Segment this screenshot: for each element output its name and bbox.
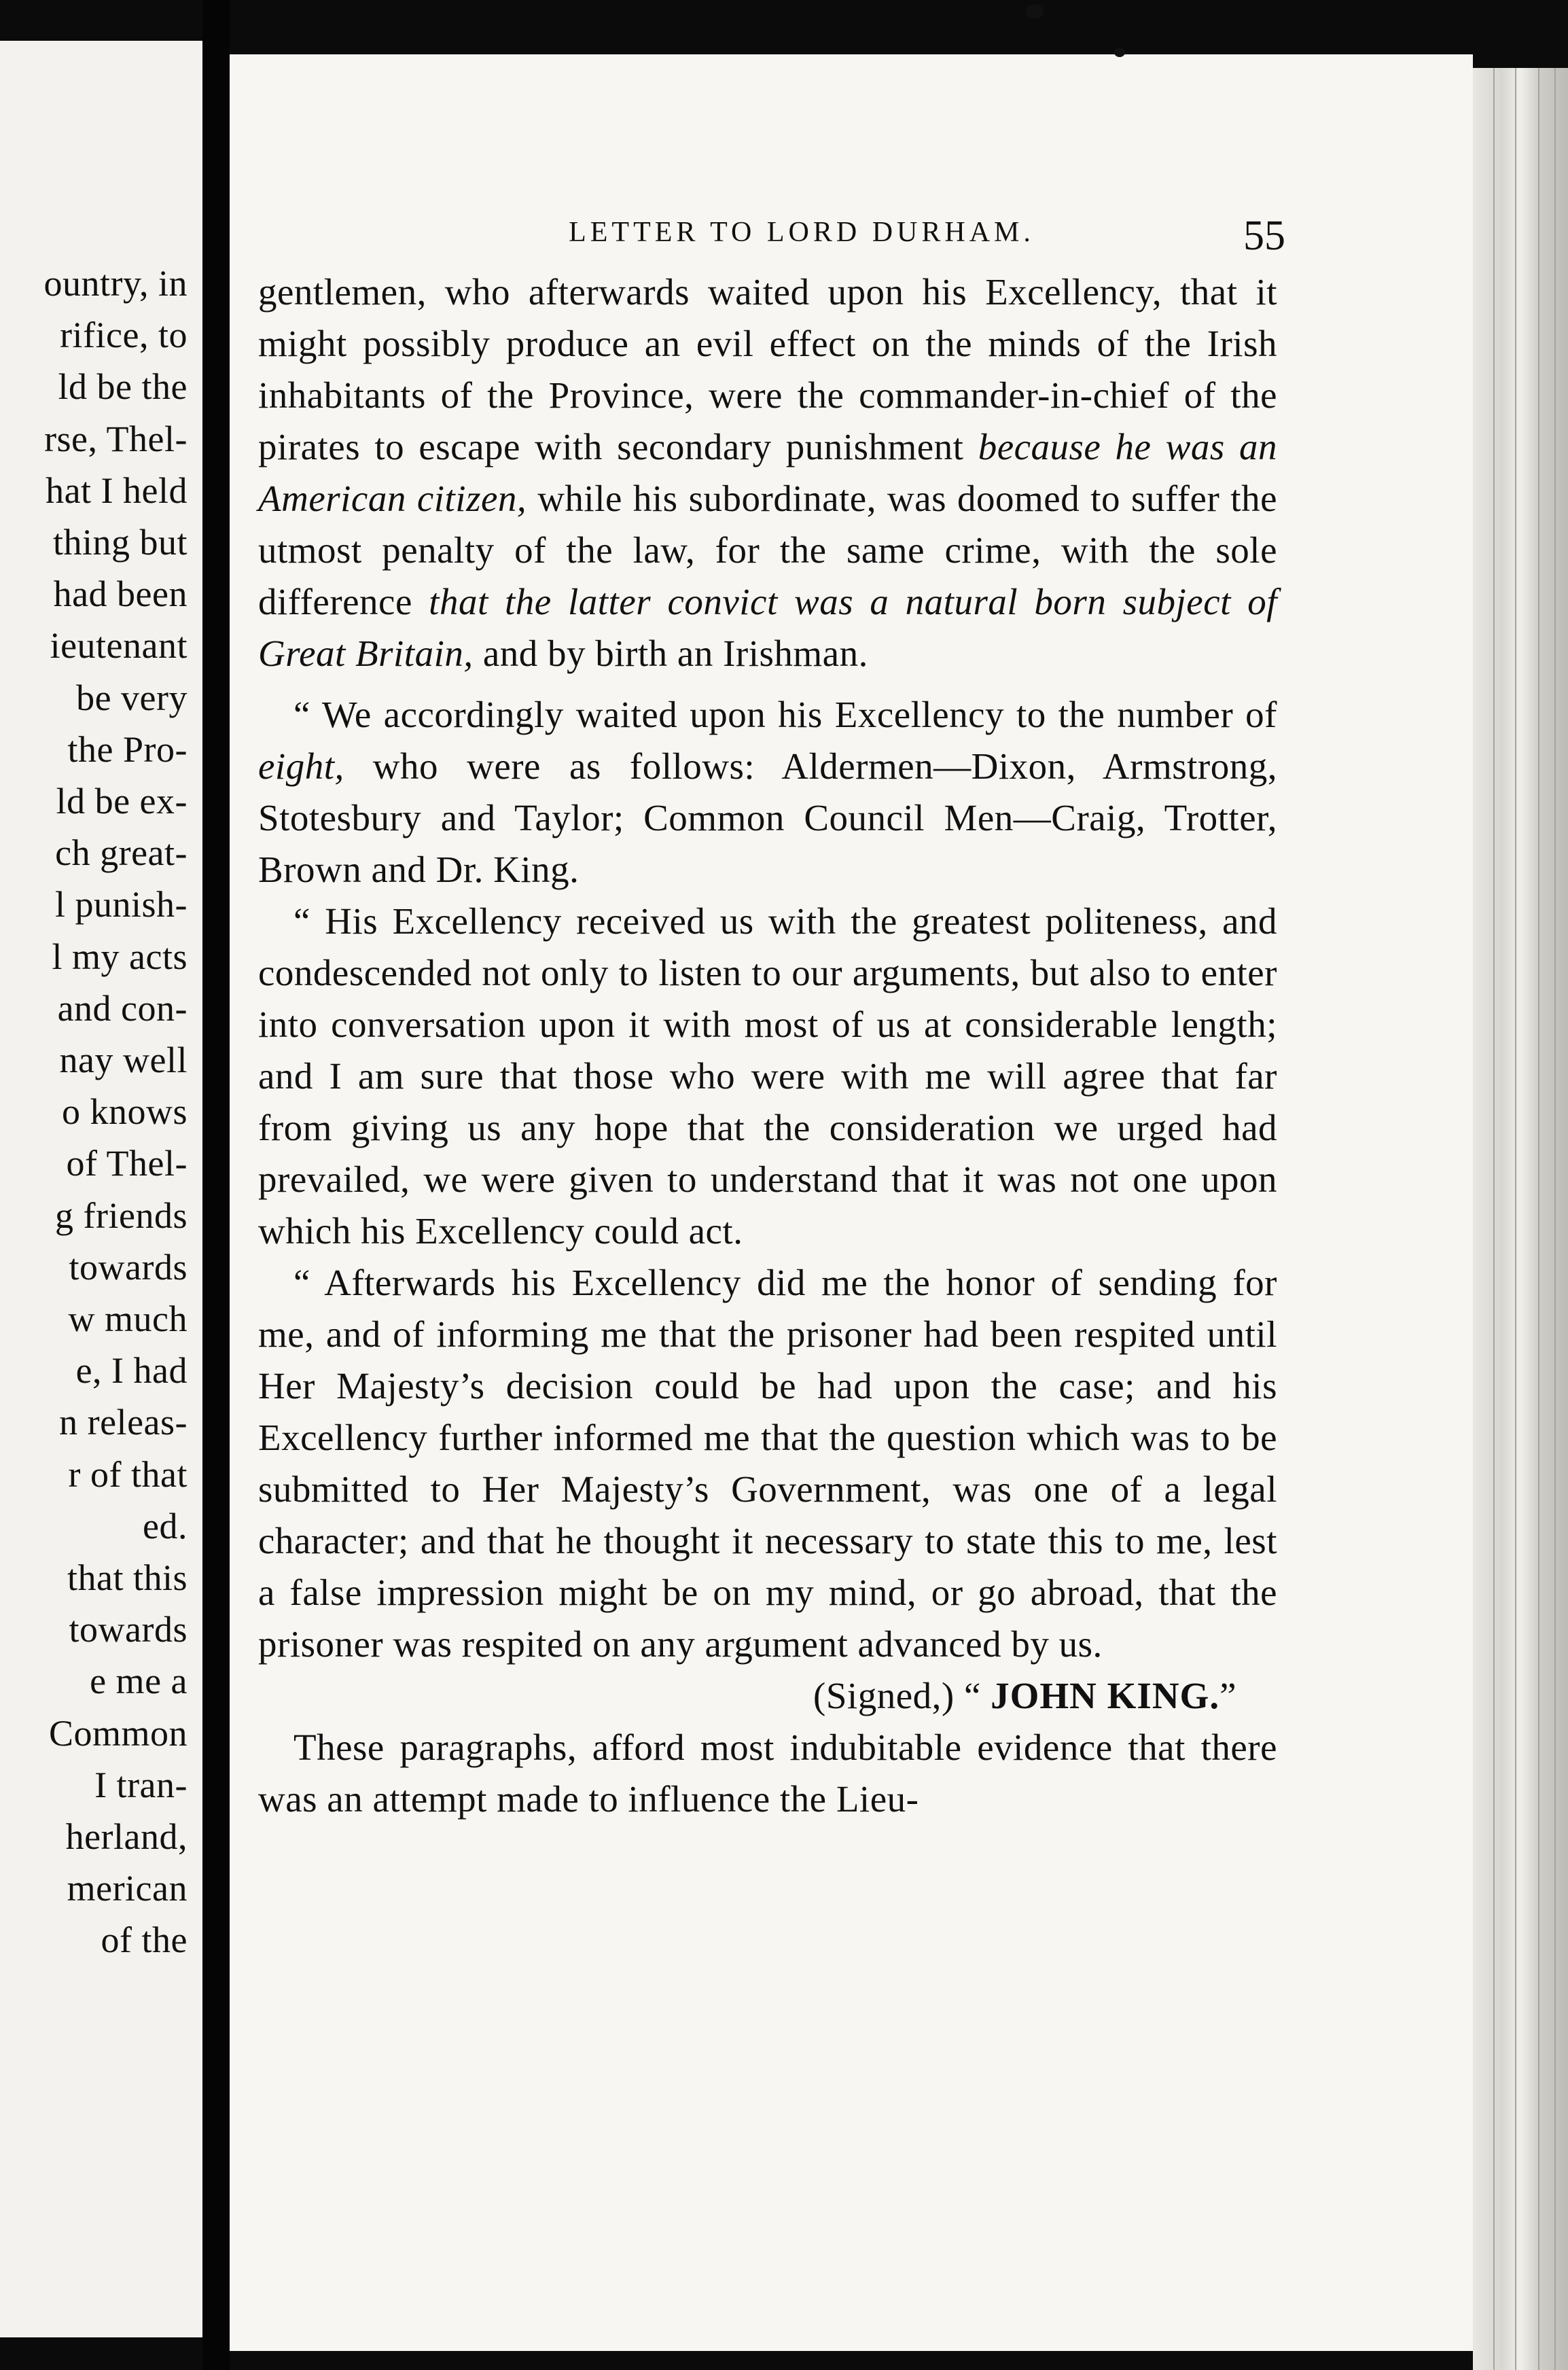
paragraph-3: “ His Excellency received us with the greatest politeness, and condescended not only to listen to our arguments, but also to enter into conversation upon it with most of us at considerable length; and I am sure that those who were with me will agree that far from giving us any hope that the consideration we urged had prevailed, we were given to understand that it was not one upon which his Excellency could act.: [258, 900, 1277, 1252]
paragraph-2: [258, 689, 1277, 896]
facing-page-line: be very: [76, 677, 188, 718]
signature-suffix: ”: [1219, 1675, 1236, 1716]
facing-page-line: and con-: [57, 987, 188, 1029]
paragraph-1: [258, 266, 1277, 679]
facing-page-line: g friends: [55, 1195, 188, 1236]
p2-italic-b: eight,: [258, 745, 344, 787]
facing-page-line: l punish-: [54, 884, 188, 925]
signature-line: [258, 1670, 1236, 1722]
p1-italic-b: because he was an American citizen,: [258, 426, 1278, 519]
facing-page-line: l my acts: [52, 936, 188, 977]
facing-page-line: ch great-: [55, 832, 188, 874]
facing-page-line: the Pro-: [67, 728, 188, 770]
facing-page-line: that this: [67, 1557, 188, 1598]
p1-italic-d: that the latter convict was a natural born subject of Great Britain,: [258, 581, 1277, 674]
paragraph-5: These paragraphs, afford most indubitable evidence that there was an attempt made to influence the Lieu-: [258, 1727, 1277, 1820]
paragraph-4: “ Afterwards his Excellency did me the honor of sending for me, and of informing me that the prisoner had been respited until Her Majesty’s decision could be had upon the case; and his Excellency further informed me that the question which was to be submitted to Her Majesty’s Government, was one of a legal character; and that he thought it necessary to state this to me, lest a false impression might be on my mind, or go abroad, that the prisoner was respited on any argument advanced by us.: [258, 1262, 1277, 1665]
facing-page-fragment: [0, 41, 207, 2337]
facing-page-line: had been: [53, 573, 188, 615]
facing-page-line: rifice, to: [60, 315, 188, 356]
scan-speck: [1114, 48, 1125, 57]
p1-text-a: gentlemen, who afterwards waited upon his Excellency, that it might possibly produce an evil effect on the minds of the Irish inhabitants of the Province, were the commander-in-chief of the pirates to escape with secondary punishment: [258, 271, 1277, 467]
facing-page-line: rse, Thel-: [44, 418, 188, 459]
facing-page-line: Common: [48, 1712, 188, 1754]
page-edge-stack: [1473, 68, 1568, 2370]
signature-prefix: (Signed,) “: [813, 1675, 991, 1716]
facing-page-line: ed.: [143, 1505, 188, 1546]
facing-page-line: thing but: [52, 522, 188, 563]
page-number: 55: [1243, 213, 1285, 259]
facing-page-line: r of that: [68, 1453, 188, 1495]
p2-text-c: who were as follows: Aldermen—Dixon, Armstrong, Stotesbury and Taylor; Common Council Men—Craig, Trotter, Brown and Dr. King.: [258, 745, 1277, 890]
p1-text-e: and by birth an Irishman.: [473, 633, 868, 674]
facing-page-line: w much: [68, 1298, 188, 1339]
scan-speck: [1026, 4, 1044, 19]
book-gutter: [202, 0, 230, 2370]
facing-page-line: ld be ex-: [56, 781, 188, 821]
body-text: [258, 266, 1277, 1825]
p1-text-c: while his subordinate, was doomed to suffer the utmost penalty of the law, for the same crime, with the sole difference: [258, 478, 1277, 622]
facing-page-line: of Thel-: [66, 1143, 188, 1184]
facing-page-line: n releas-: [59, 1402, 188, 1443]
facing-page-line: towards: [69, 1609, 188, 1650]
facing-page-line: e, I had: [75, 1350, 188, 1392]
facing-page-line: towards: [69, 1246, 188, 1288]
running-header: LETTER TO LORD DURHAM.: [569, 217, 1035, 248]
facing-page-line: e me a: [90, 1661, 188, 1702]
facing-page-line: nay well: [59, 1040, 188, 1080]
facing-page-line: of the: [101, 1920, 188, 1961]
facing-page-line: hat I held: [46, 470, 188, 511]
facing-page-line: ieutenant: [50, 625, 188, 667]
facing-page-line: merican: [67, 1868, 188, 1909]
p2-text-a: “ We accordingly waited upon his Excellency to the number of: [293, 694, 1277, 735]
signature-name: JOHN KING.: [991, 1675, 1220, 1716]
facing-page-line: herland,: [65, 1816, 188, 1857]
facing-page-line: ountry, in: [43, 263, 188, 304]
facing-page-line: ld be the: [58, 366, 188, 408]
facing-page-line: o knows: [61, 1091, 188, 1133]
facing-page-line: I tran-: [94, 1764, 188, 1805]
